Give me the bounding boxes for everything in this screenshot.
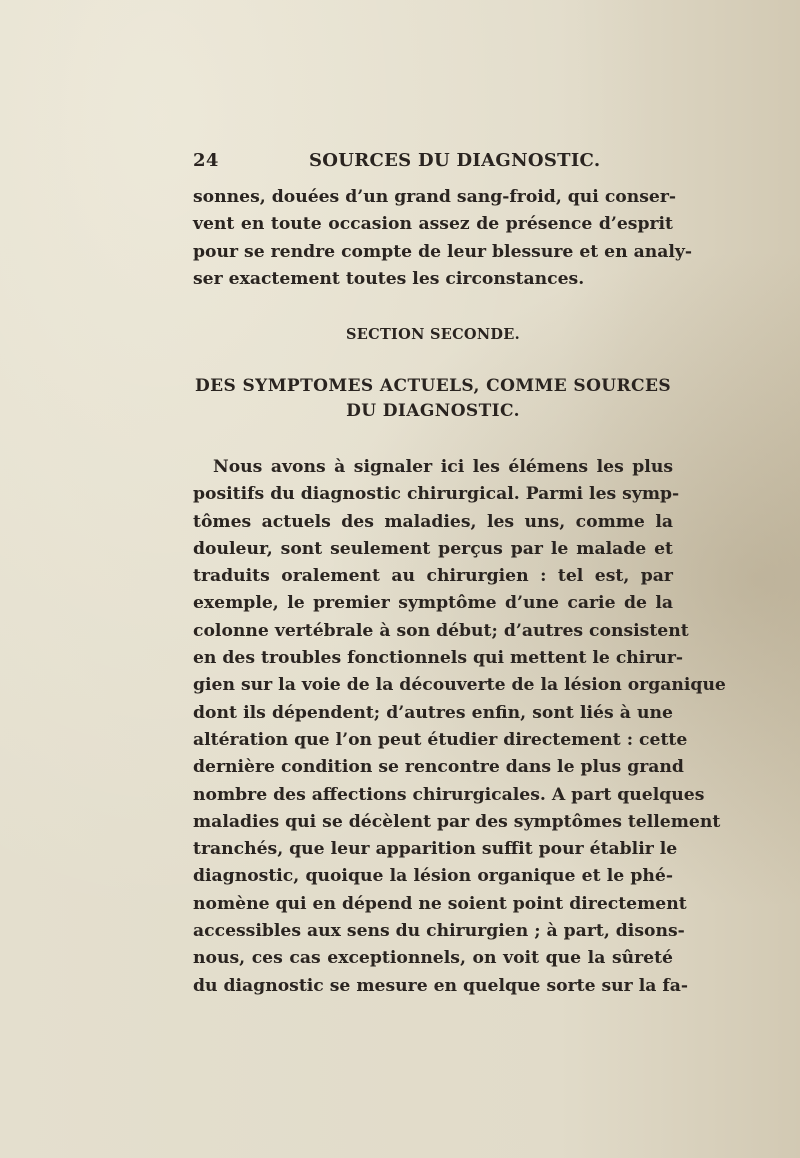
body-paragraph [193,454,726,1000]
text-line: diagnostic, quoique la lésion organique et le phé- [193,866,673,887]
running-title: SOURCES DU DIAGNOSTIC. [309,150,601,171]
text-line: traduits oralement au chirurgien : tel est, par [193,566,673,587]
text-line: nous, ces cas exceptionnels, on voit que la sûreté [193,948,673,969]
text-line: vent en toute occasion assez de présence d’esprit [193,214,673,235]
text-line: nomène qui en dépend ne soient point directement [193,893,687,914]
text-line: nombre des affections chirurgicales. A part quelques [193,784,705,805]
text-line: altération que l’on peut étudier directement : cette [193,729,688,750]
text-line: ser exactement toutes les circonstances. [193,268,585,289]
section-label: SECTION SECONDE. [346,326,520,343]
text-line: tranchés, que leur apparition suffit pour établir le [193,839,678,860]
text-line: dont ils dépendent; d’autres enfin, sont liés à une [193,702,673,723]
text-line: en des troubles fonctionnels qui mettent le chirur- [193,648,684,669]
text-line: dernière condition se rencontre dans le plus grand [193,757,684,778]
text-line: tômes actuels des maladies, les uns, comme la [193,511,673,532]
text-line: accessibles aux sens du chirurgien ; à part, disons- [193,921,685,942]
section-heading [193,374,673,424]
text-line: gien sur la voie de la découverte de la lésion organique [193,675,726,696]
text-line: du diagnostic se mesure en quelque sorte sur la fa- [193,975,689,996]
text-line: maladies qui se décèlent par des symptômes tellement [193,811,721,832]
text-line: positifs du diagnostic chirurgical. Parmi les symp- [193,484,680,505]
text-line: pour se rendre compte de leur blessure et en analy- [193,241,693,262]
running-head [193,150,673,180]
text-line: Nous avons à signaler ici les élémens les plus [213,457,673,477]
intro-paragraph [193,184,693,293]
text-line: douleur, sont seulement perçus par le malade et [193,538,673,559]
text-line: colonne vertébrale à son début; d’autres consistent [193,620,689,641]
text-line: sonnes, douées d’un grand sang-froid, qui conser- [193,187,677,207]
page-number: 24 [193,150,219,171]
text-line: exemple, le premier symptôme d’une carie de la [193,593,673,614]
section-heading-line: DES SYMPTOMES ACTUELS, COMME SOURCES [194,376,671,396]
section-heading-line: DU DIAGNOSTIC. [346,401,520,421]
